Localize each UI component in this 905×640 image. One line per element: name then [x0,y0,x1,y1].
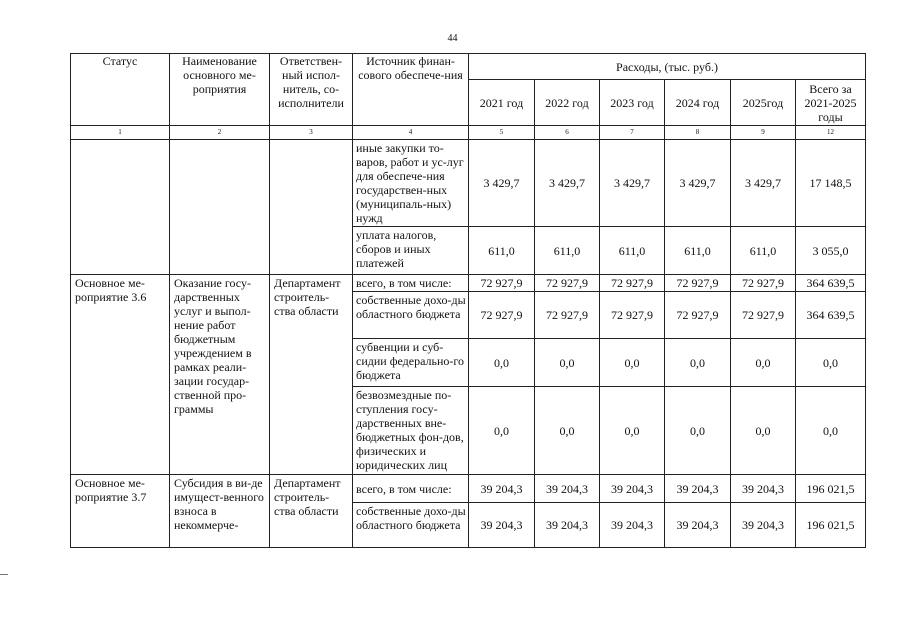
col-header-year: 2021 год [469,80,535,126]
column-index: 3 [270,126,353,140]
value-cell: 3 429,7 [535,140,600,227]
responsible-cell-empty [270,140,353,275]
value-cell: 39 204,3 [600,475,665,503]
value-cell: 0,0 [731,339,796,387]
header-row [71,54,866,80]
activity-name-cell: Субсидия в ви-де имущест-венного взноса в некоммерче- [170,475,270,548]
total-cell: 364 639,5 [796,292,866,339]
value-cell: 72 927,9 [600,292,665,339]
column-index: 1 [71,126,170,140]
col-header-status: Статус [71,54,170,126]
activity-name-cell: Оказание госу-дарственных услуг и выпол-нение работ бюджетным учреждением в рамках реали-зации государ-ственной про-граммы [170,275,270,475]
value-cell: 611,0 [469,227,535,275]
column-index: 4 [353,126,469,140]
source-cell: безвозмездные по-ступления госу-дарственных вне-бюджетных фон-дов, физических и юридических лиц [353,387,469,475]
col-header-year: 2022 год [535,80,600,126]
value-cell: 72 927,9 [665,275,731,292]
total-cell: 3 055,0 [796,227,866,275]
value-cell: 39 204,3 [469,475,535,503]
page-number: 44 [447,33,458,44]
value-cell: 0,0 [535,339,600,387]
column-index: 8 [665,126,731,140]
col-header-year: 2024 год [665,80,731,126]
col-header-total: Всего за 2021-2025 годы [796,80,866,126]
value-cell: 0,0 [600,339,665,387]
value-cell: 39 204,3 [600,503,665,548]
col-header-year: 2023 год [600,80,665,126]
value-cell: 39 204,3 [665,475,731,503]
source-cell: уплата налогов, сборов и иных платежей [353,227,469,275]
table-row [71,140,866,227]
value-cell: 3 429,7 [469,140,535,227]
total-cell: 0,0 [796,339,866,387]
value-cell: 39 204,3 [535,475,600,503]
value-cell: 39 204,3 [535,503,600,548]
source-cell: всего, в том числе: [353,275,469,292]
column-index: 2 [170,126,270,140]
column-index: 7 [600,126,665,140]
expenses-table [70,53,866,548]
value-cell: 0,0 [469,387,535,475]
source-cell: субвенции и суб-сидии федерально-го бюджета [353,339,469,387]
total-cell: 364 639,5 [796,275,866,292]
value-cell: 611,0 [731,227,796,275]
col-header-expenses: Расходы, (тыс. руб.) [469,54,866,80]
table-row [71,475,866,503]
scan-edge-mark [0,574,8,575]
col-header-source: Источник финан-сового обеспече-ния [353,54,469,126]
value-cell: 611,0 [535,227,600,275]
value-cell: 39 204,3 [665,503,731,548]
source-cell: всего, в том числе: [353,475,469,503]
status-cell-empty [71,140,170,275]
status-cell: Основное ме-роприятие 3.7 [71,475,170,548]
value-cell: 72 927,9 [600,275,665,292]
column-index: 5 [469,126,535,140]
value-cell: 72 927,9 [731,275,796,292]
source-cell: собственные дохо-ды областного бюджета [353,292,469,339]
value-cell: 39 204,3 [469,503,535,548]
value-cell: 3 429,7 [665,140,731,227]
col-header-responsible: Ответствен-ный испол-нитель, со-исполнители [270,54,353,126]
value-cell: 72 927,9 [535,292,600,339]
value-cell: 39 204,3 [731,475,796,503]
value-cell: 611,0 [665,227,731,275]
total-cell: 196 021,5 [796,503,866,548]
value-cell: 0,0 [665,387,731,475]
value-cell: 611,0 [600,227,665,275]
source-cell: собственные дохо-ды областного бюджета [353,503,469,548]
column-index: 6 [535,126,600,140]
value-cell: 0,0 [535,387,600,475]
table-row [71,275,866,292]
total-cell: 0,0 [796,387,866,475]
value-cell: 72 927,9 [469,292,535,339]
value-cell: 39 204,3 [731,503,796,548]
status-cell: Основное ме-роприятие 3.6 [71,275,170,475]
responsible-cell: Департамент строитель-ства области [270,475,353,548]
value-cell: 72 927,9 [535,275,600,292]
responsible-cell: Департамент строитель-ства области [270,275,353,475]
value-cell: 72 927,9 [469,275,535,292]
value-cell: 3 429,7 [600,140,665,227]
source-cell: иные закупки то-варов, работ и ус-луг для обеспече-ния государствен-ных (муниципаль-ных) нужд [353,140,469,227]
column-index: 12 [796,126,866,140]
value-cell: 0,0 [731,387,796,475]
column-index: 9 [731,126,796,140]
col-header-name: Наименование основного ме-роприятия [170,54,270,126]
col-header-year: 2025год [731,80,796,126]
value-cell: 3 429,7 [731,140,796,227]
total-cell: 17 148,5 [796,140,866,227]
value-cell: 0,0 [600,387,665,475]
value-cell: 0,0 [469,339,535,387]
total-cell: 196 021,5 [796,475,866,503]
value-cell: 0,0 [665,339,731,387]
name-cell-empty [170,140,270,275]
column-index-row [71,126,866,140]
value-cell: 72 927,9 [665,292,731,339]
value-cell: 72 927,9 [731,292,796,339]
